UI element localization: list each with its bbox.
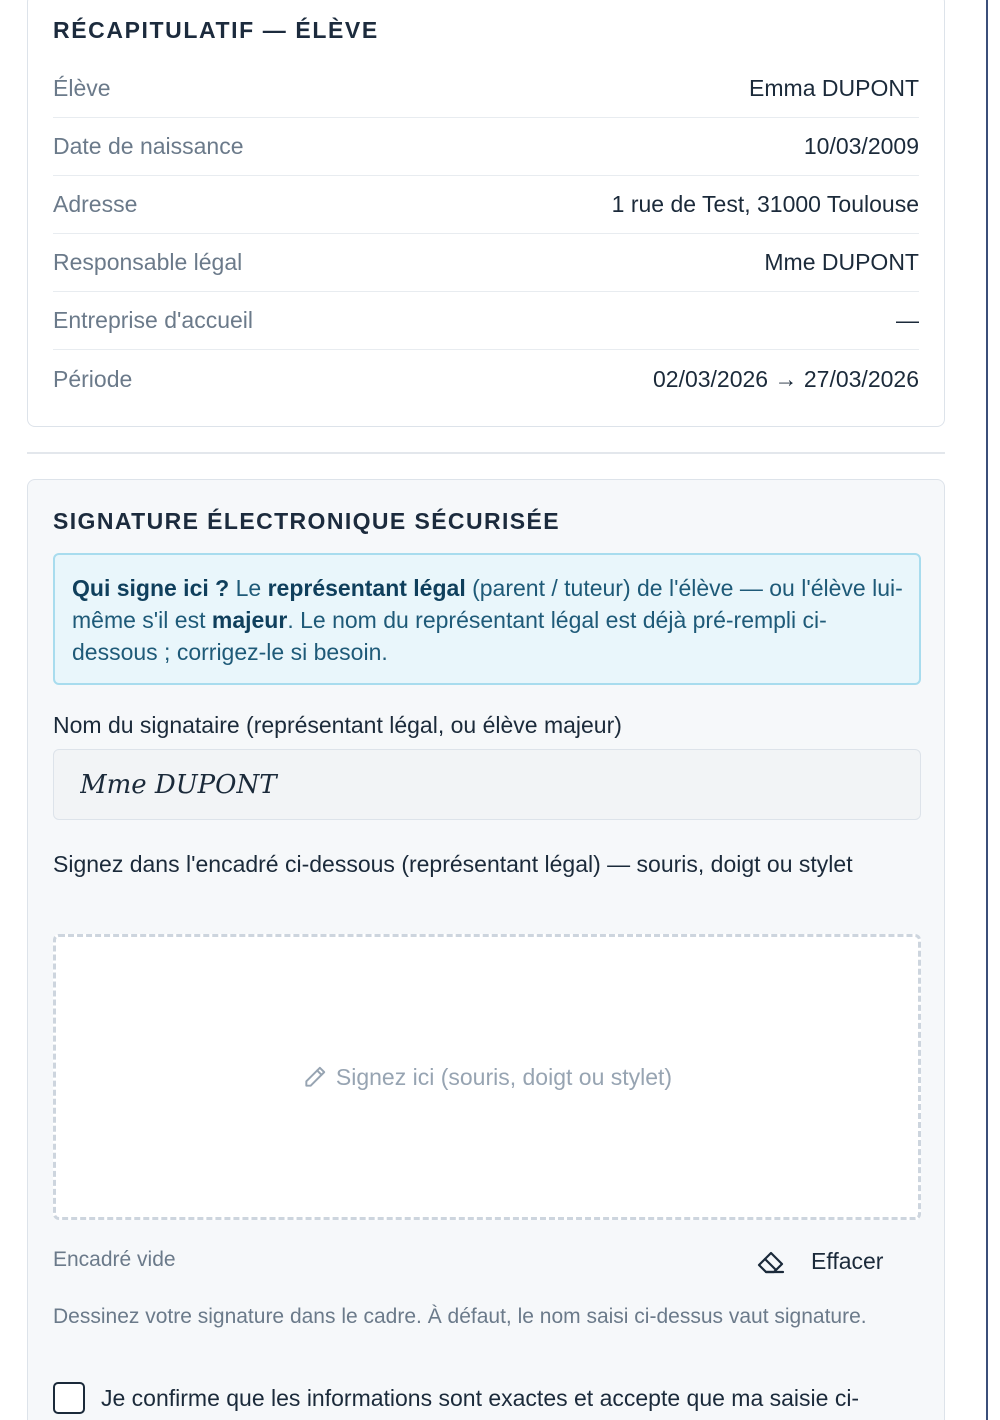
clear-button-label: Effacer (811, 1247, 884, 1274)
summary-row-address (53, 176, 919, 234)
info-text: (parent / tuteur) de l'élève — ou l'élève lui-même s'il est (72, 575, 903, 633)
info-question: Qui signe ici ? (72, 575, 230, 601)
summary-value: 1 rue de Test, 31000 Toulouse (611, 191, 919, 217)
summary-title: RÉCAPITULATIF — ÉLÈVE (53, 17, 379, 43)
summary-row-company (53, 292, 919, 350)
signer-name-label: Nom du signataire (représentant légal, ou élève majeur) (53, 712, 622, 738)
summary-label: Entreprise d'accueil (53, 307, 253, 333)
signer-name-input[interactable] (53, 749, 921, 820)
confirm-checkbox[interactable] (53, 1382, 85, 1414)
summary-label: Élève (53, 75, 111, 101)
summary-row-guardian (53, 234, 919, 292)
summary-label: Responsable légal (53, 249, 243, 275)
summary-label: Date de naissance (53, 133, 244, 159)
student-summary-card (27, 0, 945, 427)
info-text: . Le nom du représentant légal est déjà pré-rempli ci-dessous ; corrigez-le si besoin. (72, 607, 827, 665)
clear-signature-button[interactable] (755, 1240, 905, 1282)
summary-value: Mme DUPONT (764, 249, 919, 275)
signer-info-box (53, 553, 921, 685)
confirm-label[interactable]: Je confirme que les informations sont exactes et accepte que ma saisie ci- (101, 1385, 860, 1411)
signature-pad-status: Encadré vide (53, 1248, 176, 1271)
info-text: Le (229, 575, 268, 601)
summary-row-birthdate (53, 118, 919, 176)
signature-help-text: Dessinez votre signature dans le cadre. À défaut, le nom saisi ci-dessus vaut signature. (53, 1305, 867, 1328)
summary-row-student (53, 60, 919, 118)
eraser-icon (755, 1245, 787, 1277)
page-edge-rule (986, 0, 988, 1420)
confirm-row (53, 1382, 933, 1414)
signature-card (27, 479, 945, 1420)
signature-pad[interactable] (53, 934, 921, 1220)
signature-pad-hint: Signez ici (souris, doigt ou stylet) (335, 1063, 673, 1090)
summary-value: Emma DUPONT (749, 75, 919, 101)
info-emphasis: majeur (211, 607, 288, 633)
summary-value: 02/03/2026 → 27/03/2026 (652, 365, 919, 392)
info-emphasis: représentant légal (267, 575, 466, 601)
summary-value: — (896, 307, 919, 333)
summary-label: Période (53, 365, 133, 392)
summary-value: 10/03/2009 (803, 133, 919, 159)
signature-pad-label: Signez dans l'encadré ci-dessous (représentant légal) — souris, doigt ou stylet (53, 851, 853, 877)
section-divider (27, 452, 945, 454)
signature-title: SIGNATURE ÉLECTRONIQUE SÉCURISÉE (53, 508, 560, 534)
summary-row-period (53, 350, 919, 408)
pencil-icon (302, 1064, 328, 1090)
summary-label: Adresse (53, 191, 138, 217)
